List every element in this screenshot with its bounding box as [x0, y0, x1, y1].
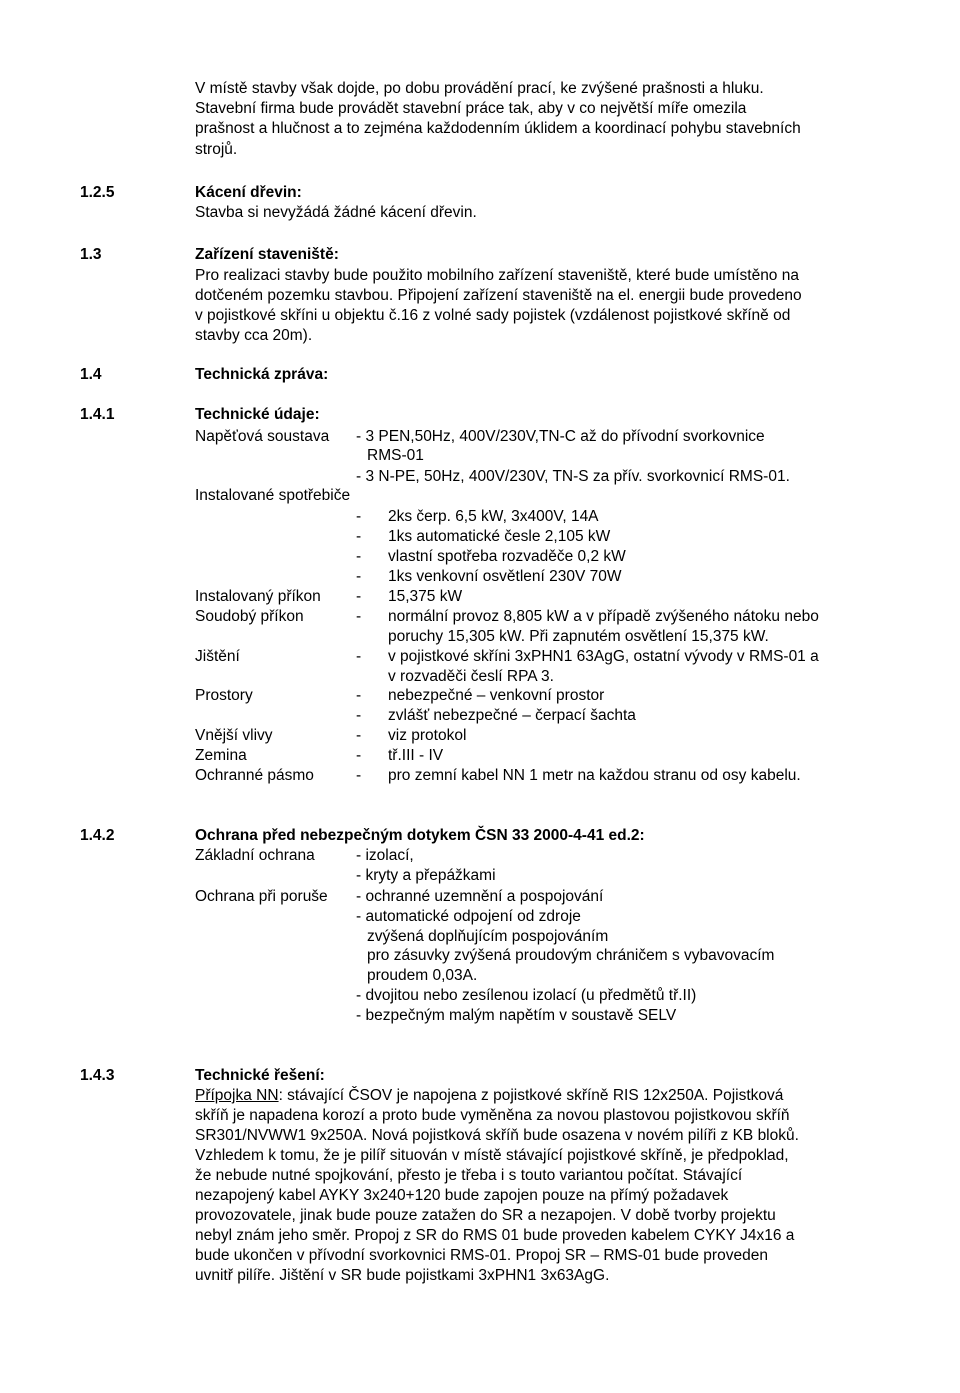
section-number: 1.4.3 — [80, 1067, 115, 1084]
paragraph-text: : stávající ČSOV je napojena z pojistkové skříně RIS 12x250A. Pojistková — [278, 1087, 784, 1104]
paragraph-line: nezapojený kabel AYKY 3x240+120 bude zapojen pouze na přímý požadavek — [195, 1187, 729, 1204]
spec-label: Základní ochrana — [195, 847, 315, 864]
section-text-line: v pojistkové skříni u objektu č.16 z volné sady pojistek (vzdálenost pojistkové skříně od — [195, 307, 791, 324]
spec-value: - bezpečným malým napětím v soustavě SELV — [356, 1007, 677, 1024]
section-number: 1.4.2 — [80, 827, 115, 844]
section-heading: Ochrana před nebezpečným dotykem ČSN 33 2000-4-41 ed.2: — [195, 827, 645, 844]
paragraph-line — [195, 1086, 783, 1106]
spec-value: - 3 PEN,50Hz, 400V/230V,TN-C až do přívodní svorkovnice — [356, 428, 765, 445]
dash: - — [356, 568, 362, 585]
spec-value: pro zásuvky zvýšená proudovým chráničem s vybavovacím — [367, 947, 775, 964]
spec-value: pro zemní kabel NN 1 metr na každou stranu od osy kabelu. — [388, 767, 801, 784]
spec-label: Zemina — [195, 747, 247, 764]
spec-value: v rozvaděči česlí RPA 3. — [388, 668, 554, 685]
spec-value: zvýšená doplňujícím pospojováním — [367, 928, 609, 945]
paragraph-line: bude ukončen v přívodní svorkovnici RMS-01. Propoj SR – RMS-01 bude proveden — [195, 1247, 768, 1264]
underlined-term: Přípojka NN — [195, 1087, 279, 1104]
section-text-line: Pro realizaci stavby bude použito mobilního zařízení staveniště, které bude umístěno na — [195, 267, 799, 284]
spec-value: proudem 0,03A. — [367, 967, 478, 984]
spec-label: Ochrana při poruše — [195, 888, 328, 905]
spec-label: Ochranné pásmo — [195, 767, 314, 784]
spec-value: - 3 N-PE, 50Hz, 400V/230V, TN-S za přív. svorkovnicí RMS-01. — [356, 468, 790, 485]
section-heading: Technická zpráva: — [195, 366, 329, 383]
section-heading: Technické řešení: — [195, 1067, 325, 1084]
section-number: 1.2.5 — [80, 184, 115, 201]
dash: - — [356, 707, 362, 724]
paragraph-line: provozovatele, jinak bude pouze zatažen do SR a nezapojen. V době tvorby projektu — [195, 1207, 776, 1224]
dash: - — [356, 588, 362, 605]
spec-label: Vnější vlivy — [195, 727, 273, 744]
dash: - — [356, 727, 362, 744]
spec-label: Prostory — [195, 687, 253, 704]
section-heading: Zařízení staveniště: — [195, 246, 339, 263]
spec-value: - ochranné uzemnění a pospojování — [356, 888, 604, 905]
dash: - — [356, 508, 362, 525]
section-number: 1.3 — [80, 246, 102, 263]
section-text: Stavba si nevyžádá žádné kácení dřevin. — [195, 204, 477, 221]
dash: - — [356, 747, 362, 764]
paragraph-line: SR301/NVWW1 9x250A. Nová pojistková skříň bude osazena v novém pilíři z KB bloků. — [195, 1127, 799, 1144]
spec-value: poruchy 15,305 kW. Při zapnutém osvětlení 15,375 kW. — [388, 628, 769, 645]
intro-line: V místě stavby však dojde, po dobu provádění prací, ke zvýšené prašnosti a hluku. — [195, 80, 764, 97]
paragraph-line: Vzhledem k tomu, že je pilíř situován v místě stávající pojistkové skříně, je předpoklad, — [195, 1147, 789, 1164]
spec-value: nebezpečné – venkovní prostor — [388, 687, 605, 704]
spec-value: - izolací, — [356, 847, 414, 864]
dash: - — [356, 767, 362, 784]
spec-value: 1ks automatické česle 2,105 kW — [388, 528, 611, 545]
paragraph-line: že nebude nutné spojkování, přesto je třeba i s touto variantou počítat. Stávající — [195, 1167, 743, 1184]
section-text-line: dotčeném pozemku stavbou. Připojení zařízení staveniště na el. energii bude provedeno — [195, 287, 802, 304]
spec-label: Instalovaný příkon — [195, 588, 321, 605]
spec-value: zvlášť nebezpečné – čerpací šachta — [388, 707, 636, 724]
spec-label: Napěťová soustava — [195, 428, 330, 445]
section-text-line: stavby cca 20m). — [195, 327, 313, 344]
spec-label: Instalované spotřebiče — [195, 487, 351, 504]
spec-value: viz protokol — [388, 727, 467, 744]
spec-value: tř.III - IV — [388, 747, 444, 764]
intro-line: strojů. — [195, 141, 238, 158]
dash: - — [356, 687, 362, 704]
paragraph-line: nebyl znám jeho směr. Propoj z SR do RMS 01 bude proveden kabelem CYKY J4x16 a — [195, 1227, 795, 1244]
section-number: 1.4.1 — [80, 406, 115, 423]
dash: - — [356, 608, 362, 625]
spec-value: 1ks venkovní osvětlení 230V 70W — [388, 568, 622, 585]
spec-value: - dvojitou nebo zesílenou izolací (u předmětů tř.II) — [356, 987, 697, 1004]
section-number: 1.4 — [80, 366, 102, 383]
spec-value: normální provoz 8,805 kW a v případě zvýšeného nátoku nebo — [388, 608, 819, 625]
spec-value: 15,375 kW — [388, 588, 463, 605]
dash: - — [356, 648, 362, 665]
section-heading: Technické údaje: — [195, 406, 320, 423]
spec-value: v pojistkové skříni 3xPHN1 63AgG, ostatní vývody v RMS-01 a — [388, 648, 819, 665]
spec-value: - automatické odpojení od zdroje — [356, 908, 581, 925]
dash: - — [356, 528, 362, 545]
spec-label: Jištění — [195, 648, 240, 665]
paragraph-line: skříň je napadena korozí a proto bude vyměněna za novou plastovou pojistkovou skříň — [195, 1107, 790, 1124]
spec-value: - kryty a přepážkami — [356, 867, 496, 884]
spec-value: RMS-01 — [367, 447, 424, 464]
paragraph-line: uvnitř pilíře. Jištění v SR bude pojistkami 3xPHN1 3x63AgG. — [195, 1267, 610, 1284]
intro-line: Stavební firma bude provádět stavební práce tak, aby v co největší míře omezila — [195, 100, 747, 117]
section-heading: Kácení dřevin: — [195, 184, 302, 201]
dash: - — [356, 548, 362, 565]
spec-value: 2ks čerp. 6,5 kW, 3x400V, 14A — [388, 508, 599, 525]
spec-label: Soudobý příkon — [195, 608, 304, 625]
spec-value: vlastní spotřeba rozvaděče 0,2 kW — [388, 548, 626, 565]
intro-line: prašnost a hlučnost a to zejména každodenním úklidem a koordinací pohybu stavebních — [195, 120, 801, 137]
